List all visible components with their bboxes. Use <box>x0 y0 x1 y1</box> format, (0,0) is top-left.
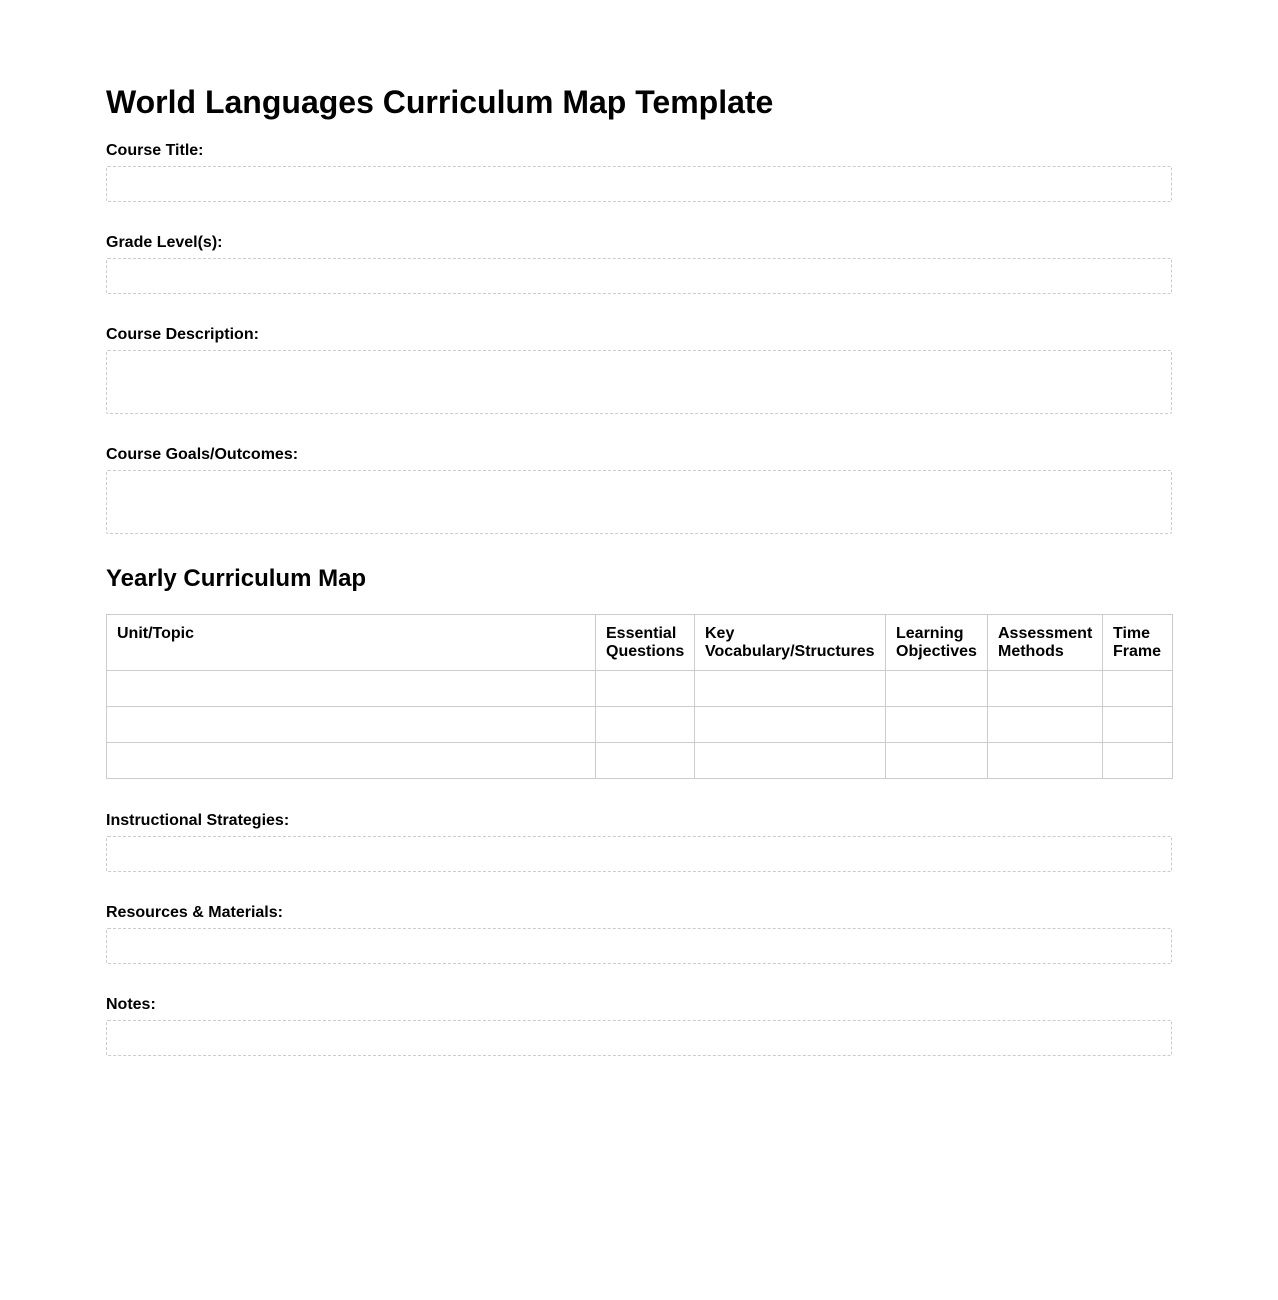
table-cell-key-vocabulary[interactable] <box>695 671 886 707</box>
course-goals-label: Course Goals/Outcomes: <box>106 446 299 463</box>
table-header-row <box>107 615 1173 671</box>
table-cell-key-vocabulary[interactable] <box>695 743 886 779</box>
table-cell-unit-topic[interactable] <box>107 743 596 779</box>
instructional-strategies-label: Instructional Strategies: <box>106 812 290 829</box>
table-cell-key-vocabulary[interactable] <box>695 707 886 743</box>
table-cell-unit-topic[interactable] <box>107 671 596 707</box>
instructional-strategies-field[interactable] <box>106 836 1172 872</box>
table-cell-learning-objectives[interactable] <box>886 743 988 779</box>
course-goals-field[interactable] <box>106 470 1172 534</box>
table-row <box>107 743 1173 779</box>
table-cell-learning-objectives[interactable] <box>886 671 988 707</box>
table-cell-time-frame[interactable] <box>1103 743 1173 779</box>
curriculum-map-table <box>106 614 1173 779</box>
table-row <box>107 707 1173 743</box>
course-description-field[interactable] <box>106 350 1172 414</box>
table-cell-learning-objectives[interactable] <box>886 707 988 743</box>
grade-level-label: Grade Level(s): <box>106 234 223 251</box>
column-header-key-vocabulary: Key Vocabulary/Structures <box>695 615 886 671</box>
column-header-essential-questions: Essential Questions <box>596 615 695 671</box>
course-title-label: Course Title: <box>106 142 204 159</box>
resources-materials-label: Resources & Materials: <box>106 904 283 921</box>
notes-field[interactable] <box>106 1020 1172 1056</box>
grade-level-field[interactable] <box>106 258 1172 294</box>
table-cell-essential-questions[interactable] <box>596 743 695 779</box>
table-cell-essential-questions[interactable] <box>596 671 695 707</box>
column-header-learning-objectives: Learning Objectives <box>886 615 988 671</box>
table-cell-time-frame[interactable] <box>1103 671 1173 707</box>
column-header-unit-topic: Unit/Topic <box>107 615 596 671</box>
table-row <box>107 671 1173 707</box>
table-cell-unit-topic[interactable] <box>107 707 596 743</box>
page-title: World Languages Curriculum Map Template <box>106 84 774 120</box>
curriculum-map-heading: Yearly Curriculum Map <box>106 565 367 592</box>
notes-label: Notes: <box>106 996 156 1013</box>
table-cell-assessment-methods[interactable] <box>988 743 1103 779</box>
course-description-label: Course Description: <box>106 326 259 343</box>
table-cell-essential-questions[interactable] <box>596 707 695 743</box>
table-cell-assessment-methods[interactable] <box>988 671 1103 707</box>
table-cell-time-frame[interactable] <box>1103 707 1173 743</box>
table-cell-assessment-methods[interactable] <box>988 707 1103 743</box>
course-title-field[interactable] <box>106 166 1172 202</box>
column-header-time-frame: Time Frame <box>1103 615 1173 671</box>
resources-materials-field[interactable] <box>106 928 1172 964</box>
column-header-assessment-methods: Assessment Methods <box>988 615 1103 671</box>
